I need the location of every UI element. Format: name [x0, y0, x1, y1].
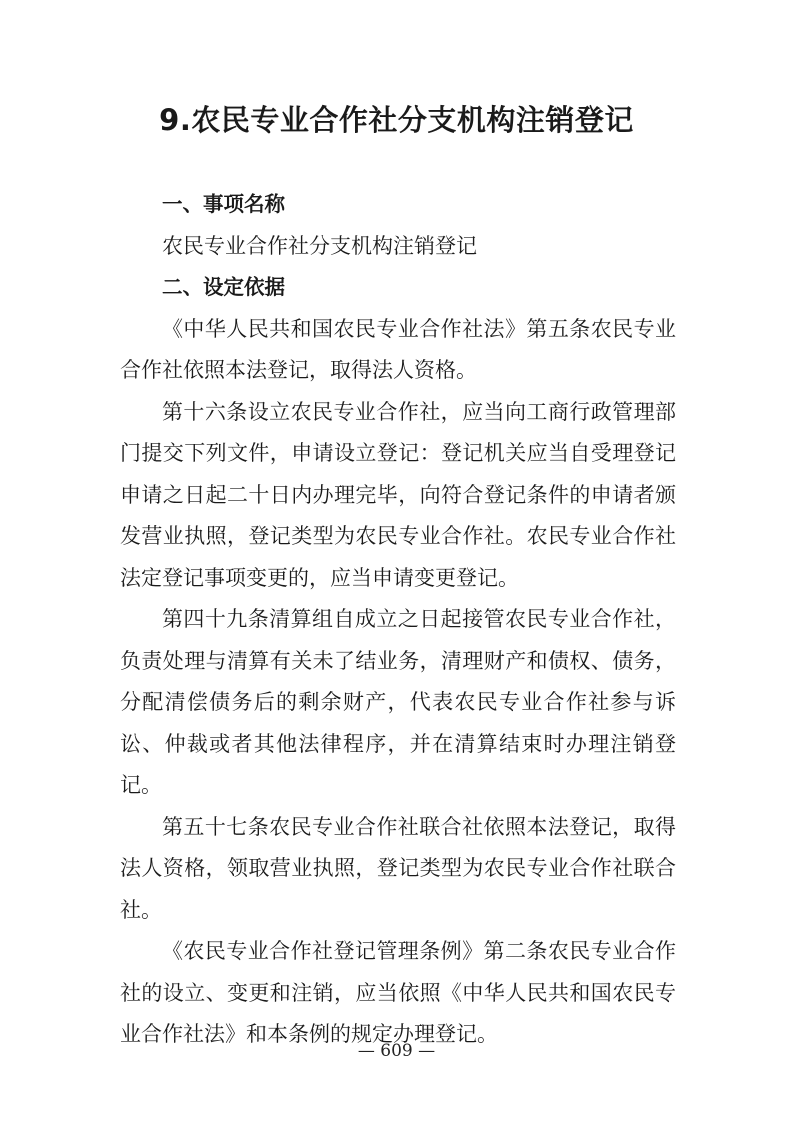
legal-basis-paragraph: 第四十九条清算组自成立之日起接管农民专业合作社，负责处理与清算有关未了结业务，清理财产和债权、债务，分配清偿债务后的剩余财产，代表农民专业合作社参与诉讼、仲裁或者其他法律程序，并在清算结束时办理注销登记。: [120, 607, 676, 797]
legal-basis-paragraph: 《农民专业合作社登记管理条例》第二条农民专业合作社的设立、变更和注销，应当依照《中华人民共和国农民专业合作社法》和本条例的规定办理登记。: [120, 939, 676, 1046]
legal-basis-paragraph: 《中华人民共和国农民专业合作社法》第五条农民专业合作社依照本法登记，取得法人资格。: [120, 316, 676, 382]
legal-basis-paragraph: 第十六条设立农民专业合作社，应当向工商行政管理部门提交下列文件，申请设立登记：登记机关应当自受理登记申请之日起二十日内办理完毕，向符合登记条件的申请者颁发营业执照，登记类型为农民专业合作社。农民专业合作社法定登记事项变更的，应当申请变更登记。: [120, 399, 676, 590]
page-number: — 609 —: [357, 1041, 436, 1061]
document-body: [120, 184, 676, 1056]
item-name-text: 农民专业合作社分支机构注销登记: [162, 233, 477, 258]
section-heading-legal-basis: 二、设定依据: [162, 275, 285, 299]
section-heading-item-name: 一、事项名称: [162, 192, 285, 216]
legal-basis-paragraph: 第五十七条农民专业合作社联合社依照本法登记，取得法人资格，领取营业执照，登记类型为农民专业合作社联合社。: [120, 814, 676, 922]
document-title: 9.农民专业合作社分支机构注销登记: [159, 103, 634, 137]
